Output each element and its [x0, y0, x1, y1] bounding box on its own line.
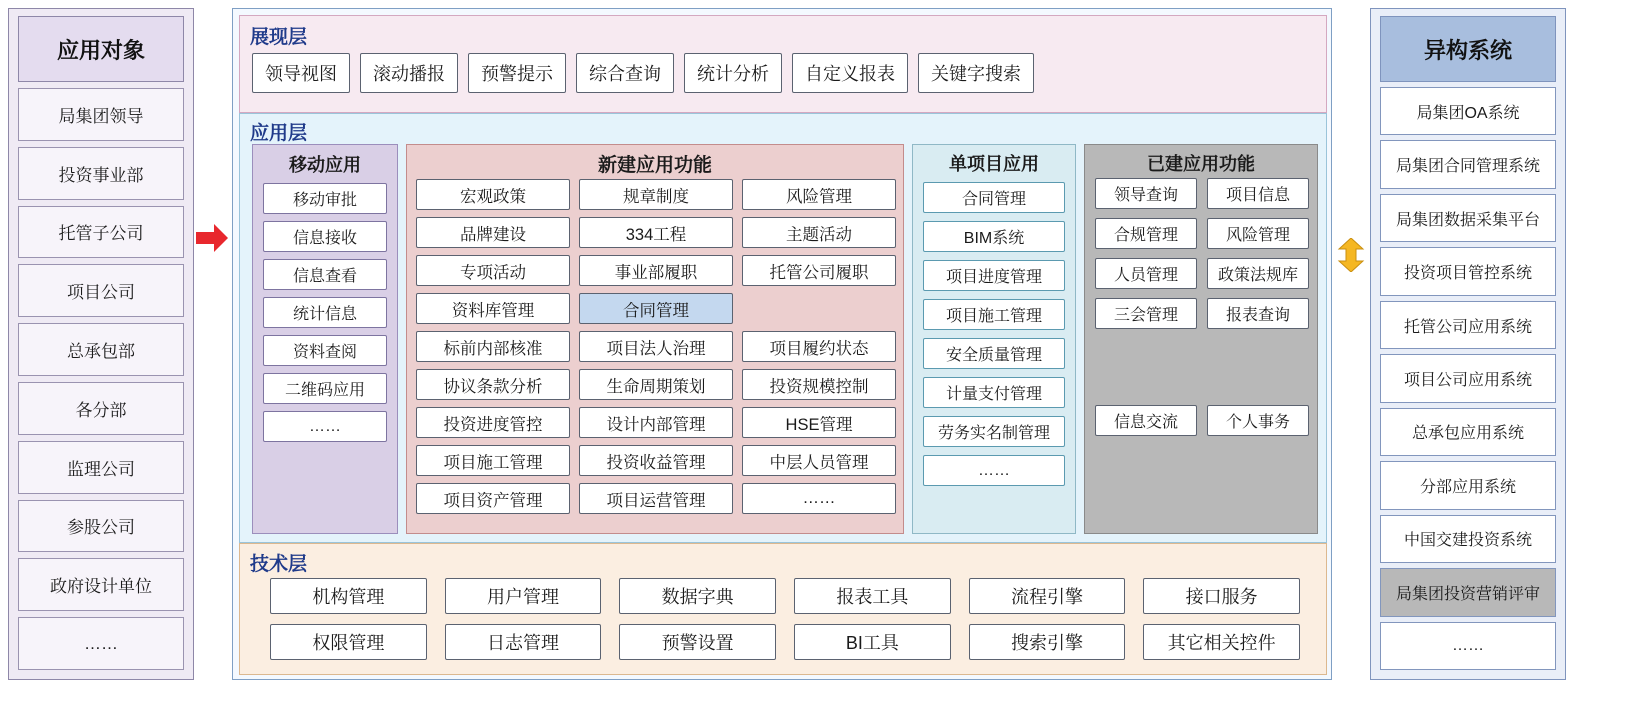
- list-item-disabled[interactable]: 局集团投资营销评审: [1380, 568, 1556, 616]
- presentation-layer-items: [252, 53, 1034, 93]
- heterogeneous-systems-title: 异构系统: [1380, 16, 1556, 82]
- list-item[interactable]: 总承包部: [18, 323, 184, 376]
- presentation-layer-title: 展现层: [250, 27, 308, 48]
- list-item[interactable]: 334工程: [579, 217, 733, 248]
- list-item[interactable]: 资料库管理: [416, 293, 570, 324]
- existing-application-group: [1084, 144, 1318, 534]
- list-item[interactable]: ……: [923, 455, 1065, 486]
- list-item[interactable]: 接口服务: [1143, 578, 1300, 614]
- bidirectional-arrow-icon: [1337, 238, 1365, 272]
- list-item[interactable]: 项目进度管理: [923, 260, 1065, 291]
- list-item[interactable]: 规章制度: [579, 179, 733, 210]
- platform-frame: [232, 8, 1332, 680]
- list-item[interactable]: 局集团合同管理系统: [1380, 140, 1556, 188]
- list-item[interactable]: 项目施工管理: [923, 299, 1065, 330]
- list-item[interactable]: 人员管理: [1095, 258, 1197, 289]
- list-item[interactable]: 投资进度管控: [416, 407, 570, 438]
- technology-layer-items: [270, 578, 1300, 660]
- list-item[interactable]: 信息查看: [263, 259, 387, 290]
- list-item[interactable]: 报表查询: [1207, 298, 1309, 329]
- list-item[interactable]: 协议条款分析: [416, 369, 570, 400]
- list-item[interactable]: 总承包应用系统: [1380, 408, 1556, 456]
- mobile-application-group: [252, 144, 398, 534]
- list-item[interactable]: 局集团数据采集平台: [1380, 194, 1556, 242]
- existing-application-items-secondary: [1095, 405, 1309, 436]
- list-item[interactable]: 用户管理: [445, 578, 602, 614]
- list-item[interactable]: 劳务实名制管理: [923, 416, 1065, 447]
- list-item[interactable]: 统计分析: [684, 53, 782, 93]
- list-item[interactable]: 搜索引擎: [969, 624, 1126, 660]
- list-item[interactable]: 政策法规库: [1207, 258, 1309, 289]
- list-item[interactable]: BI工具: [794, 624, 951, 660]
- list-item[interactable]: 局集团领导: [18, 88, 184, 141]
- presentation-layer: [239, 15, 1327, 113]
- list-item[interactable]: 项目法人治理: [579, 331, 733, 362]
- technology-layer: [239, 543, 1327, 675]
- list-item[interactable]: 各分部: [18, 382, 184, 435]
- list-item[interactable]: 项目运营管理: [579, 483, 733, 514]
- list-item[interactable]: BIM系统: [923, 221, 1065, 252]
- list-item[interactable]: 领导查询: [1095, 178, 1197, 209]
- list-item[interactable]: 托管公司履职: [742, 255, 896, 286]
- list-item[interactable]: 投资规模控制: [742, 369, 896, 400]
- list-item[interactable]: 项目信息: [1207, 178, 1309, 209]
- list-item[interactable]: 托管子公司: [18, 206, 184, 259]
- new-application-items: [416, 179, 896, 514]
- list-item[interactable]: 政府设计单位: [18, 558, 184, 611]
- list-item[interactable]: 项目资产管理: [416, 483, 570, 514]
- list-item[interactable]: 托管公司应用系统: [1380, 301, 1556, 349]
- list-item[interactable]: 项目履约状态: [742, 331, 896, 362]
- list-item[interactable]: 中层人员管理: [742, 445, 896, 476]
- list-item[interactable]: 个人事务: [1207, 405, 1309, 436]
- list-item[interactable]: 风险管理: [742, 179, 896, 210]
- list-item[interactable]: 日志管理: [445, 624, 602, 660]
- list-item[interactable]: 生命周期策划: [579, 369, 733, 400]
- list-item[interactable]: 风险管理: [1207, 218, 1309, 249]
- list-item[interactable]: 投资项目管控系统: [1380, 247, 1556, 295]
- list-item[interactable]: 项目公司: [18, 264, 184, 317]
- list-item-selected[interactable]: 合同管理: [579, 293, 733, 324]
- mobile-application-items: [253, 183, 397, 442]
- new-application-group: [406, 144, 904, 534]
- list-item[interactable]: 其它相关控件: [1143, 624, 1300, 660]
- list-item[interactable]: 报表工具: [794, 578, 951, 614]
- list-item[interactable]: ……: [742, 483, 896, 514]
- list-item[interactable]: 领导视图: [252, 53, 350, 93]
- heterogeneous-systems-panel: [1370, 8, 1566, 680]
- list-item[interactable]: 设计内部管理: [579, 407, 733, 438]
- single-project-application-items: [913, 176, 1075, 486]
- list-item[interactable]: 移动审批: [263, 183, 387, 214]
- spacer: [742, 293, 896, 324]
- list-item[interactable]: 中国交建投资系统: [1380, 515, 1556, 563]
- list-item[interactable]: 三会管理: [1095, 298, 1197, 329]
- list-item[interactable]: 品牌建设: [416, 217, 570, 248]
- list-item[interactable]: 信息接收: [263, 221, 387, 252]
- list-item[interactable]: 分部应用系统: [1380, 461, 1556, 509]
- list-item[interactable]: 项目公司应用系统: [1380, 354, 1556, 402]
- list-item[interactable]: 项目施工管理: [416, 445, 570, 476]
- list-item[interactable]: 资料查阅: [263, 335, 387, 366]
- list-item[interactable]: ……: [1380, 622, 1556, 670]
- mobile-application-title: 移动应用: [289, 155, 361, 175]
- list-item[interactable]: 合同管理: [923, 182, 1065, 213]
- application-layer: [239, 113, 1327, 543]
- list-item[interactable]: 参股公司: [18, 500, 184, 553]
- single-project-application-title: 单项目应用: [949, 154, 1039, 174]
- list-item[interactable]: 计量支付管理: [923, 377, 1065, 408]
- list-item[interactable]: 滚动播报: [360, 53, 458, 93]
- list-item[interactable]: 自定义报表: [792, 53, 908, 93]
- application-layer-title: 应用层: [250, 123, 308, 144]
- list-item[interactable]: 二维码应用: [263, 373, 387, 404]
- list-item[interactable]: 预警设置: [619, 624, 776, 660]
- list-item[interactable]: 机构管理: [270, 578, 427, 614]
- technology-layer-title: 技术层: [250, 554, 308, 575]
- list-item[interactable]: 主题活动: [742, 217, 896, 248]
- list-item[interactable]: 流程引擎: [969, 578, 1126, 614]
- list-item[interactable]: 统计信息: [263, 297, 387, 328]
- list-item[interactable]: 投资收益管理: [579, 445, 733, 476]
- list-item[interactable]: 监理公司: [18, 441, 184, 494]
- existing-application-items: [1095, 178, 1309, 329]
- application-objects-title: 应用对象: [18, 16, 184, 82]
- new-application-title: 新建应用功能: [597, 155, 712, 176]
- list-item[interactable]: 事业部履职: [579, 255, 733, 286]
- list-item[interactable]: 合规管理: [1095, 218, 1197, 249]
- list-item[interactable]: HSE管理: [742, 407, 896, 438]
- list-item[interactable]: 投资事业部: [18, 147, 184, 200]
- list-item[interactable]: 权限管理: [270, 624, 427, 660]
- list-item[interactable]: 安全质量管理: [923, 338, 1065, 369]
- single-project-application-group: [912, 144, 1076, 534]
- existing-application-title: 已建应用功能: [1147, 154, 1255, 174]
- list-item[interactable]: ……: [18, 617, 184, 670]
- list-item[interactable]: 标前内部核准: [416, 331, 570, 362]
- list-item[interactable]: ……: [263, 411, 387, 442]
- arrow-right-icon: [196, 222, 228, 254]
- list-item[interactable]: 关键字搜索: [918, 53, 1034, 93]
- list-item[interactable]: 信息交流: [1095, 405, 1197, 436]
- list-item[interactable]: 局集团OA系统: [1380, 87, 1556, 135]
- list-item[interactable]: 预警提示: [468, 53, 566, 93]
- list-item[interactable]: 宏观政策: [416, 179, 570, 210]
- list-item[interactable]: 综合查询: [576, 53, 674, 93]
- application-objects-panel: [8, 8, 194, 680]
- list-item[interactable]: 专项活动: [416, 255, 570, 286]
- list-item[interactable]: 数据字典: [619, 578, 776, 614]
